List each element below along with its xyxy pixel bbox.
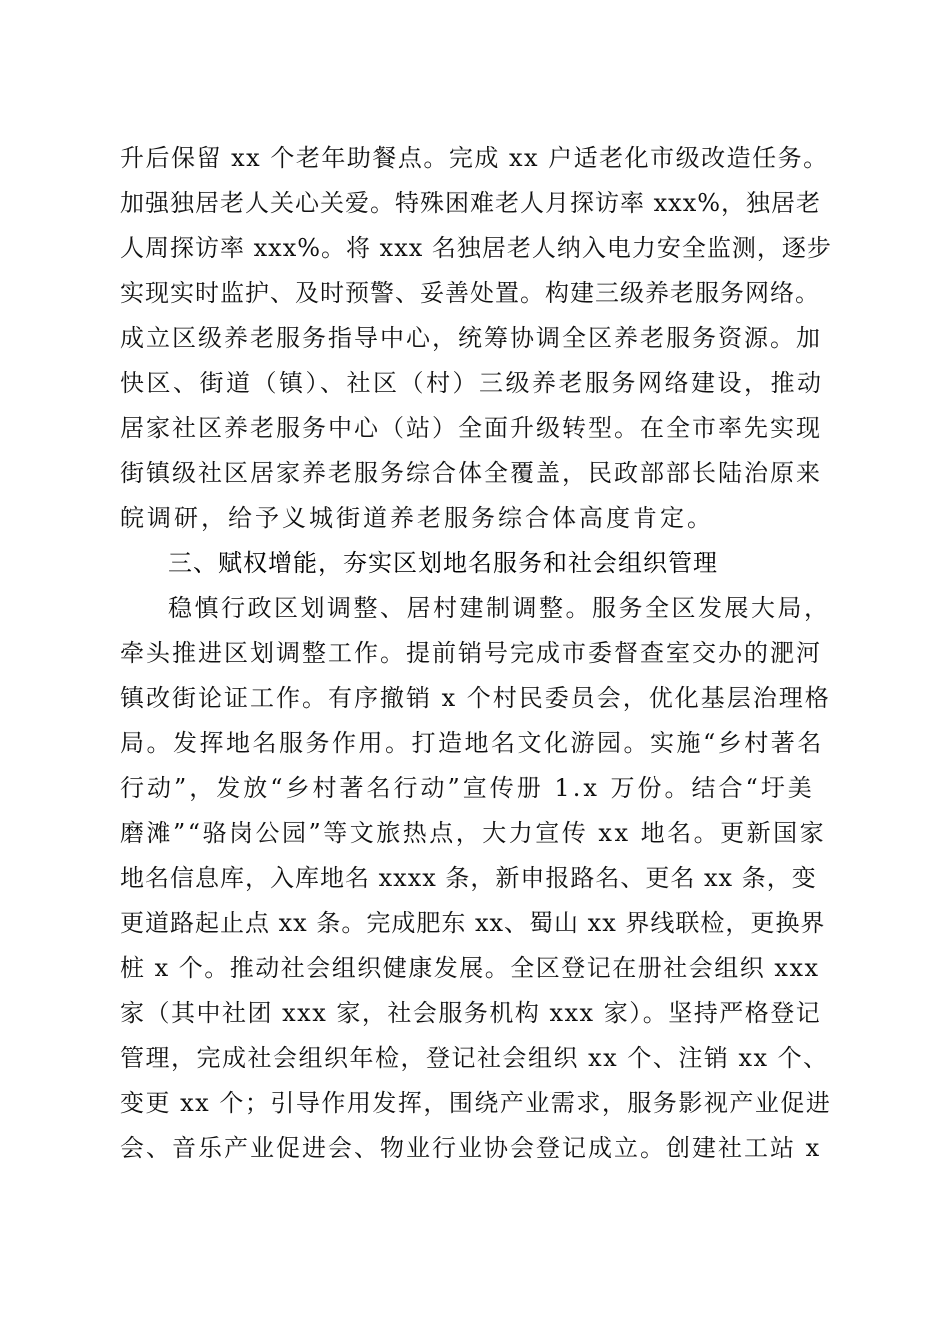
- text-line: 居家社区养老服务中心（站）全面升级转型。在全市率先实现: [120, 414, 822, 442]
- text-line: 行动”，发放“乡村著名行动”宣传册 1.x 万份。结合“圩美: [120, 774, 815, 802]
- text-line: 加强独居老人关心关爱。特殊困难老人月探访率 xxx%，独居老: [120, 189, 822, 217]
- text-line: 升后保留 xx 个老年助餐点。完成 xx 户适老化市级改造任务。: [120, 144, 829, 172]
- text-line: 会、音乐产业促进会、物业行业协会登记成立。创建社工站 x: [120, 1134, 822, 1162]
- text-line: 街镇级社区居家养老服务综合体全覆盖，民政部部长陆治原来: [120, 459, 822, 487]
- text-line: 人周探访率 xxx%。将 xxx 名独居老人纳入电力安全监测，逐步: [120, 234, 832, 262]
- text-line: 成立区级养老服务指导中心，统筹协调全区养老服务资源。加: [120, 324, 822, 352]
- text-line: 更道路起止点 xx 条。完成肥东 xx、蜀山 xx 界线联检，更换界: [120, 909, 826, 937]
- text-line: 实现实时监护、及时预警、妥善处置。构建三级养老服务网络。: [120, 279, 820, 307]
- text-line: 皖调研，给予义城街道养老服务综合体高度肯定。: [120, 504, 714, 532]
- section-heading: 三、赋权增能，夯实区划地名服务和社会组织管理: [168, 549, 718, 577]
- text-line: 镇改街论证工作。有序撤销 x 个村民委员会，优化基层治理格: [120, 684, 831, 712]
- text-line: 磨滩”“骆岗公园”等文旅热点，大力宣传 xx 地名。更新国家: [120, 819, 827, 847]
- text-line: 地名信息库，入库地名 xxxx 条，新申报路名、更名 xx 条，变: [120, 864, 817, 892]
- text-line: 快区、街道（镇）、社区（村）三级养老服务网络建设，推动: [120, 369, 824, 397]
- text-line: 局。发挥地名服务作用。打造地名文化游园。实施“乡村著名: [120, 729, 824, 757]
- text-line: 管理，完成社会组织年检，登记社会组织 xx 个、注销 xx 个、: [120, 1044, 829, 1072]
- text-line: 桩 x 个。推动社会组织健康发展。全区登记在册社会组织 xxx: [120, 954, 820, 982]
- text-line: 变更 xx 个；引导作用发挥，围绕产业需求，服务影视产业促进: [120, 1089, 832, 1117]
- text-line: 家（其中社团 xxx 家，社会服务机构 xxx 家）。坚持严格登记: [120, 999, 822, 1027]
- text-line: 牵头推进区划调整工作。提前销号完成市委督查室交办的淝河: [120, 639, 822, 667]
- text-line: 稳慎行政区划调整、居村建制调整。服务全区发展大局，: [168, 594, 831, 622]
